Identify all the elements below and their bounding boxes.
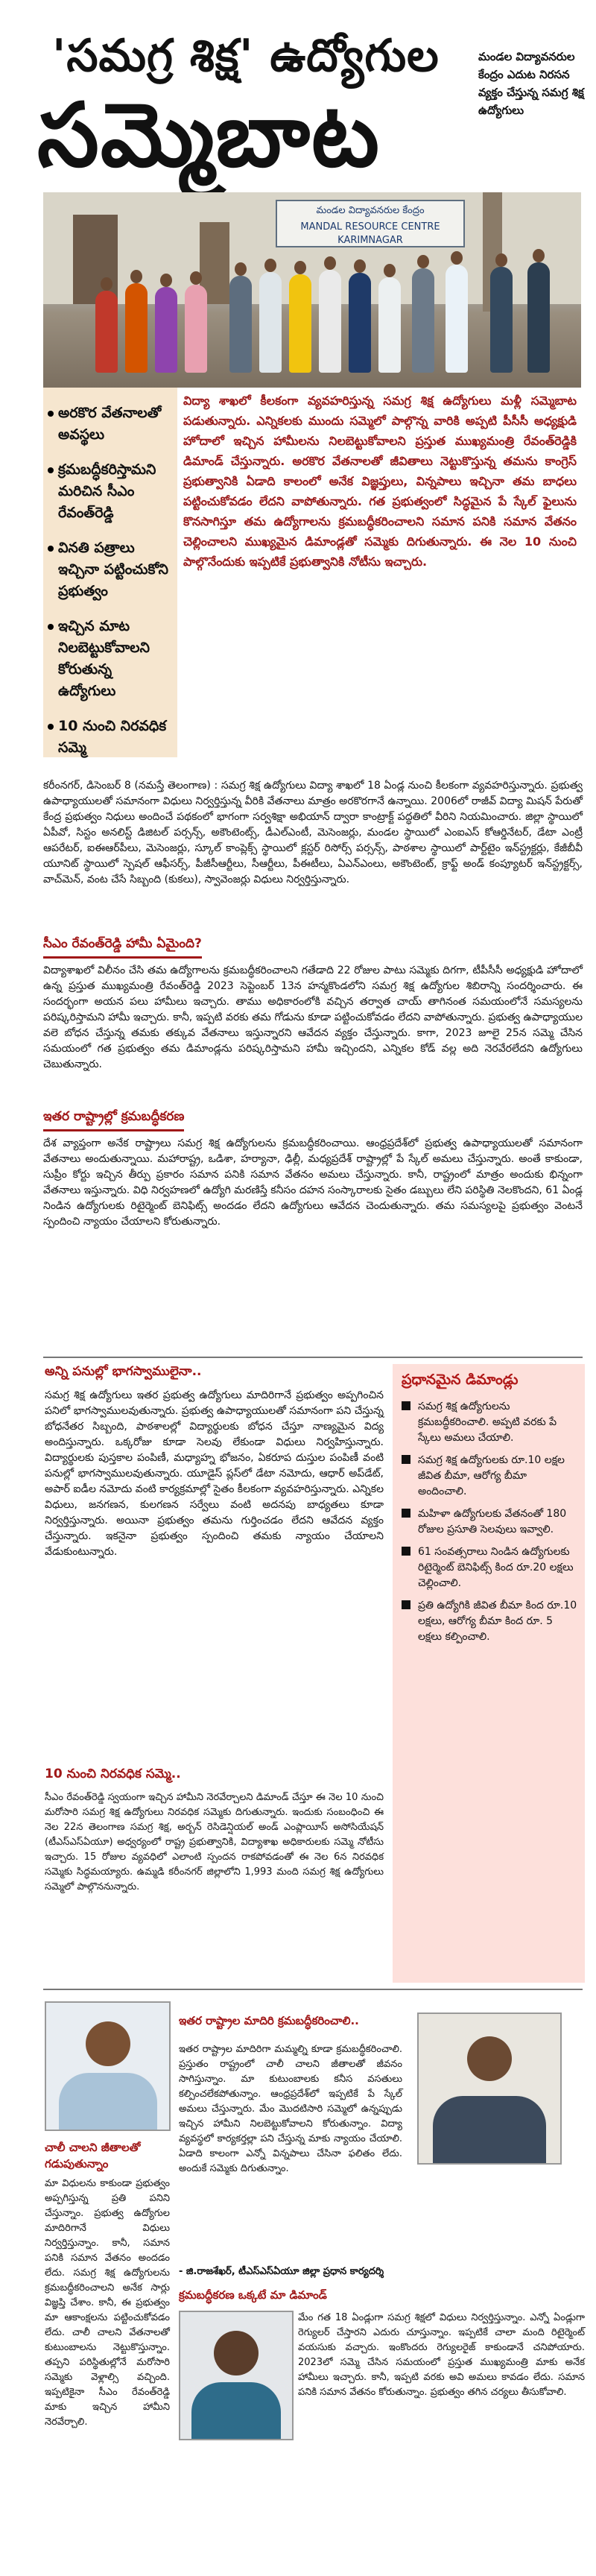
quote-credit: - జి.రాజశేఖర్, టీఎస్‌ఎస్‌ఏయూ జిల్లా ప్రధాన కార్యదర్శి xyxy=(179,2266,384,2277)
subheading-regularise: ఇతర రాష్ట్రాల మాదిరి క్రమబద్ధీకరించాలి.. xyxy=(179,2014,359,2027)
protester xyxy=(527,262,550,373)
demand-item: ప్రతి ఉద్యోగికి జీవిత బీమా కింద రూ.10 లక్షలు, ఆరోగ్య బీమా కింద రూ. 5 లక్షలు కల్పించాలి. xyxy=(418,1598,577,1645)
portrait-shirt xyxy=(433,2096,546,2163)
headline-kicker: 'సమగ్ర శిక్ష' ఉద్యోగుల xyxy=(52,30,440,82)
photo-employee-1 xyxy=(45,2001,171,2131)
section-regularisation-only-text: మేం గత 18 ఏండ్లుగా సమగ్ర శిక్షలో విధులు నిర్వర్తిస్తున్నాం. ఎన్నో ఏండ్లుగా రెగ్యులర్ చేస్తారని ఎదురు చూస్తున్నాం. ఇప్పటికే చాలా మంది రిటైర్మెంట్ వయసుకు వచ్చారు. ఇంకొందరు రెగ్యులరైజ్ కాకుండానే చనిపోయారు. 2023లో సమ్మె చేసిన సమయంలో ప్రస్తుత ముఖ్యమంత్రి మాకు అనేక హామీలు ఇచ్చారు. కానీ, ఇప్పటి వరకు అవి అమలు కావడం లేదు. సమాన పనికి సమాన వేతనం కోరుతున్నాం. ప్రభుత్వం తగిన చర్యలు తీసుకోవాలి. xyxy=(298,2312,585,2398)
portrait-head xyxy=(86,2021,130,2066)
highlight-item: 10 నుంచి నిరవధిక సమ్మె xyxy=(58,716,171,759)
section-divider xyxy=(43,1989,583,1990)
portrait-shirt xyxy=(191,2382,281,2440)
section-all-duties-text: సమగ్ర శిక్ష ఉద్యోగులు ఇతర ప్రభుత్వ ఉద్యోగులు మాదిరిగానే ప్రభుత్వం అప్పగించిన పనిలో భాగస్వాములవుతున్నారు. ప్రభుత్వ ఉపాధ్యాయులతో సమానంగా పని చేస్తున్న బోధనేతర సిబ్బంది, పాఠశాలల్లో విద్యార్థులకు బోధన చేస్తూ నాణ్యమైన విద్య అందిస్తున్నారు. ఒక్కరోజు కూడా సెలవు లేకుండా విధులు నిర్వహిస్తున్నారు. విద్యార్థులకు పుస్తకాల పంపిణీ, మధ్యాహ్న భోజనం, ఏకరూప దుస్తుల పంపిణీ వంటి పనుల్లో భాగస్వాములవుతున్నారు. యూడైస్ ప్లస్‌లో డేటా నమోదు, ఆధార్ అప్‌డేట్, అపార్ ఐడీల నమోదు వంటి కార్యక్రమాల్లో సైతం కీలకంగా వ్యవహరిస్తున్నారు. ఎన్నికల విధులు, జనగణన, కులగణన సర్వేలు వంటి అదనపు బాధ్యతలు కూడా నిర్వర్తిస్తున్నారు. అయినా ప్రభుత్వం తమను గుర్తించడం లేదని ఆవేదన వ్యక్తం చేస్తున్నారు. ఇకనైనా ప్రభుత్వం స్పందించి తమకు న్యాయం చేయాలని వేడుకుంటున్నారు. xyxy=(45,1389,384,1558)
protester xyxy=(125,283,148,373)
portrait-head xyxy=(467,2036,512,2081)
protester xyxy=(95,291,118,373)
highlight-item: వినతి పత్రాలు ఇచ్చినా పట్టించుకోని ప్రభుత్వం xyxy=(58,537,171,602)
demand-item: 61 సంవత్సరాలు నిండిన ఉద్యోగులకు రిటైర్మెంట్ బెనిఫిట్స్ కింద రూ.20 లక్షలు చెల్లించాలి. xyxy=(418,1544,577,1591)
protester xyxy=(155,287,177,373)
intro-summary: విద్యా శాఖలో కీలకంగా వ్యవహరిస్తున్న సమగ్ర శిక్ష ఉద్యోగులు మళ్లీ సమ్మెబాట పడుతున్నారు. ఎన్నికలకు ముందు సమ్మెలో పాల్గొన్న వారికి అప్పటి పీసీసీ అధ్యక్షుడి హోదాలో ఇచ్చిన హామీలను నిలబెట్టుకోవాలని ప్రస్తుత ముఖ్యమంత్రి రేవంత్‌రెడ్డికి డిమాండ్ చేస్తున్నారు. అరకొర వేతనాలతో జీవితాలు నెట్టుకొస్తున్న తమను కాంగ్రెస్ ప్రభుత్వానికి ఏడాది కాలంలో అనేక విజ్ఞప్తులు, విన్నపాలు ఇచ్చినా తమ బాధలు పట్టించుకోవడం లేదని వాపోతున్నారు. గత ప్రభుత్వంలో సిద్ధమైన పే స్కేల్ ఫైలును కొనసాగిస్తూ తమ ఉద్యోగాలను క్రమబద్ధీకరించాలని సమాన పనికి సమాన వేతనం చెల్లించాలని ముఖ్యమైన డిమాండ్లతో సమ్మెకు దిగుతున్నారు. ఈ నెల 10 నుంచి పాల్గొనేందుకు ఇప్పటికే ప్రభుత్వానికి నోటీసు ఇచ్చారు. xyxy=(183,394,577,569)
highlight-item: ఇచ్చిన మాట నిలబెట్టుకోవాలని కోరుతున్న ఉద్యోగులు xyxy=(58,616,171,702)
demand-item: సమగ్ర శిక్ష ఉద్యోగులను క్రమబద్ధీకరించాలి. అప్పటి వరకు పే స్కేలు అమలు చేయాలి. xyxy=(418,1399,577,1446)
subheading-regularisation-only: క్రమబద్ధీకరణ ఒక్కటే మా డిమాండ్ xyxy=(179,2288,327,2302)
section-regularise-text: ఇతర రాష్ట్రాల మాదిరిగా మమ్మల్ని కూడా క్రమబద్ధీకరించాలి. ప్రస్తుతం రాష్ట్రంలో చాలీ చాలని జీతాలతో జీవనం సాగిస్తున్నాం. మా కుటుంబాలకు కనీస వసతులు కల్పించలేకపోతున్నాం. ఆంధ్రప్రదేశ్‌లో ఇప్పటికే పే స్కేల్ అమలు చేస్తున్నారు. మేం మొదటిసారి సమ్మెలో ఉన్నప్పుడు ఇచ్చిన హామీని నిలబెట్టుకోవాలని కోరుతున్నాం. విద్యా వ్యవస్థలో కార్యకర్తల్లా పని చేస్తున్న మాకు న్యాయం చేయాలి. ఏడాది కాలంగా ఎన్నో విన్నపాలు చేసినా ఫలితం లేదు. అందుకే సమ్మెకు దిగుతున్నాం. xyxy=(179,2044,402,2174)
office-signboard xyxy=(276,200,465,247)
section-strike-text: సీఎం రేవంత్‌రెడ్డి స్వయంగా ఇచ్చిన హామీని నెరవేర్చాలని డిమాండ్ చేస్తూ ఈ నెల 10 నుంచి మరోసారి సమగ్ర శిక్ష ఉద్యోగులు నిరవధిక సమ్మెకు దిగుతున్నారు. ఇందుకు సంబంధించి ఈ నెల 22న తెలంగాణ సమగ్ర శిక్ష, అర్బన్ రెసిడెన్షియల్ అండ్ ఎంప్లాయీస్ అసోసియేషన్ (టీఎస్‌ఎస్‌ఏయూ) అధ్వర్యంలో రాష్ట్ర ప్రభుత్వానికి, విద్యాశాఖ అధికారులకు సమ్మె నోటీసు ఇచ్చారు. 15 రోజుల వ్యవధిలో ఎలాంటి స్పందన రాకపోవడంతో ఈ నెల 6న నిరవధిక సమ్మెకు సిద్ధమయ్యారు. ఉమ్మడి కరీంనగర్ జిల్లాలోని 1,993 మంది సమగ్ర శిక్ష ఉద్యోగులు సమ్మెలో పాల్గొననున్నారు. xyxy=(45,1792,384,1892)
subheading-cm-promise: సీఎం రేవంత్‌రెడ్డి హామీ ఏమైంది? xyxy=(43,936,202,959)
highlight-item: క్రమబద్ధీకరిస్తామని మరిచిన సీఎం రేవంత్‌రెడ్డి xyxy=(58,459,171,524)
protester xyxy=(490,267,513,373)
demands-box xyxy=(393,1364,585,1983)
portrait-head xyxy=(214,2331,259,2375)
subheading-other-states: ఇతర రాష్ట్రాల్లో క్రమబద్ధీకరణ xyxy=(43,1109,184,1131)
demands-title: ప్రధానమైన డిమాండ్లు xyxy=(402,1371,519,1388)
photo-employee-3 xyxy=(179,2311,294,2440)
signboard-line-1: మండల విద్యావనరుల కేంద్రం xyxy=(316,205,425,216)
photo-caption: మండల విద్యావనరుల కేంద్రం ఎదుట నిరసన వ్యక్తం చేస్తున్న సమగ్ర శిక్ష ఉద్యోగులు xyxy=(478,50,584,117)
headline-main: సమ్మెబాట xyxy=(37,83,381,186)
portrait-shirt xyxy=(59,2073,157,2130)
subheading-meagre-salaries: చాలీ చాలని జీతాలతో గడుపుతున్నాం xyxy=(45,2141,141,2171)
protester xyxy=(319,270,341,373)
demand-item: సమగ్ర శిక్ష ఉద్యోగులకు రూ.10 లక్షల జీవిత బీమా, ఆరోగ్య బీమా అందించాలి. xyxy=(418,1453,577,1500)
protester xyxy=(259,272,282,373)
signboard-line-2: MANDAL RESOURCE CENTRE KARIMNAGAR xyxy=(300,221,440,246)
section-cm-promise-text: విద్యాశాఖలో విలీనం చేసి తమ ఉద్యోగాలను క్రమబద్ధీకరించాలని గతేడాది 22 రోజుల పాటు సమ్మెకు దిగగా, టీపీసీసీ అధ్యక్షుడి హోదాలో ఉన్న ప్రస్తుత ముఖ్యమంత్రి రేవంత్‌రెడ్డి 2023 సెప్టెంబర్ 13న హన్మకొండలోని సమగ్ర శిక్ష ఉద్యోగుల శిబిరాన్ని సందర్శించారు. ఈ సందర్భంగా అయన పలు హామీలు ఇచ్చారు. తాము అధికారంలోకి వచ్చిన తర్వాత చాయ్ తాగినంత సమయంలోనే సమస్యలను పరిష్కరిస్తామని హామీ ఇచ్చారు. కానీ, ఇప్పటి వరకు తమ గోడును కూడా పట్టించుకోవడం లేదని వాపోతున్నారు. ప్రభుత్వ ఉపాధ్యాయుల వలె బోధన చేస్తున్న తమకు తక్కువ వేతనాలు ఇస్తున్నారని ఆవేదన వ్యక్తం చేస్తున్నారు. కాగా, 2023 జూలై 25న సమ్మె చేసిన సమయంలో గత ప్రభుత్వం తమ డిమాండ్లను పరిష్కరిస్తామని హామీ ఇచ్చిందని, ఎన్నికల కోడ్ వల్ల అది నెరవేరలేదని ఉద్యోగులు చెబుతున్నారు. xyxy=(43,965,583,1070)
section-meagre-salaries-text: మా విధులను కాకుండా ప్రభుత్వం అప్పగిస్తున్న ప్రతి పనిని చేస్తున్నాం. ప్రభుత్వ ఉద్యోగుల మాదిరిగానే విధులు నిర్వర్తిస్తున్నాం. కానీ, సమాన పనికి సమాన వేతనం అందడం లేదు. సమగ్ర శిక్ష ఉద్యోగులను క్రమబద్ధీకరించాలని అనేక సార్లు విజ్ఞప్తి చేశాం. కానీ, ఈ ప్రభుత్వం మా ఆకాంక్షలను పట్టించుకోవడం లేదు. చాలీ చాలని వేతనాలతో కుటుంబాలను నెట్టుకొస్తున్నాం. తప్పని పరిస్థితుల్లోనే మరోసారి సమ్మెకు వెళ్లాల్సి వచ్చింది. ఇప్పటికైనా సీఎం రేవంత్‌రెడ్డి మాకు ఇచ్చిన హామీని నెరవేర్చాలి. xyxy=(45,2178,170,2428)
protester xyxy=(378,277,401,373)
protester xyxy=(185,285,207,373)
protester xyxy=(229,276,252,373)
section-other-states-text: దేశ వ్యాప్తంగా అనేక రాష్ట్రాలు సమగ్ర శిక్ష ఉద్యోగులను క్రమబద్ధీకరించాయి. ఆంధ్రప్రదేశ్‌లో ప్రభుత్వ ఉపాధ్యాయులతో సమానంగా వేతనాలు అందుతున్నాయి. మహారాష్ట్ర, ఒడిశా, హర్యానా, ఢిల్లీ, మధ్యప్రదేశ్ రాష్ట్రాల్లో పే స్కేల్ అమలు చేస్తున్నారు. అంతే కాకుండా, సుప్రీం కోర్టు ఇచ్చిన తీర్పు ప్రకారం సమాన పనికి సమాన వేతనం అమలు చేస్తున్నారు. కానీ, రాష్ట్రంలో మాత్రం అందుకు భిన్నంగా వేతనాలు ఇస్తున్నారు. విధి నిర్వహణలో ఉద్యోగి మరణిస్తే కనీసం దహన సంస్కారాలకు సైతం డబ్బులు లేని పరిస్థితి నెలకొందని, 61 ఏండ్ల నిండిన ఉద్యోగులకు రిటైర్మెంట్ బెనిఫిట్స్ అందడం లేదని ఉద్యోగులు ఆవేదన చెందుతున్నారు. తమ సమస్యలపై ప్రభుత్వం వెంటనే స్పందించి న్యాయం చేయాలని కోరుతున్నారు. xyxy=(43,1137,583,1228)
highlight-item: అరకొర వేతనాలతో అవస్థలు xyxy=(58,402,171,446)
protester xyxy=(349,273,371,373)
subheading-all-duties: అన్ని పనుల్లో భాగస్వాములైనా.. xyxy=(45,1364,202,1379)
photo-employee-2 xyxy=(417,2012,562,2165)
demand-item: మహిళా ఉద్యోగులకు వేతనంతో 180 రోజుల ప్రసూతి సెలవులు ఇవ్వాలి. xyxy=(418,1506,577,1538)
protester xyxy=(289,274,311,373)
intro-body: కరీంనగర్, డిసెంబర్ 8 (నమస్తే తెలంగాణ) : సమగ్ర శిక్ష ఉద్యోగులు విద్యా శాఖలో 18 ఏండ్ల నుంచి కీలకంగా వ్యవహరిస్తున్నారు. ప్రభుత్వ ఉపాధ్యాయులతో సమానంగా విధులు నిర్వర్తిస్తున్న వీరికి వేతనాలు మాత్రం అరకొరగానే ఉన్నాయి. 2006లో రాజీవ్ విద్యా మిషన్ పేరుతో కేంద్ర ప్రభుత్వం నిధులు అందించే పథకంలో భాగంగా సర్వశిక్షా అభియాన్ ద్వారా కాంట్రాక్ట్ పద్ధతిలో వీరిని నియమించారు. జిల్లా స్థాయిలో ఏపీవో, సిస్టం అనలిస్ట్ డిజిటల్ పర్సన్స్, అకౌంటెంట్స్, డీఎల్ఎంటీ, మెసెంజర్లు, మండల స్థాయిలో ఎంఐఎస్ కోఆర్డినేటర్, డేటా ఎంట్రీ ఆపరేటర్, ఐఈఆర్‌పీలు, మెసెంజర్లు, స్కూల్ కాంప్లెక్స్ స్థాయిలో క్లస్టర్ రిసోర్స్ పర్సన్స్, పాఠశాల స్థాయిలో పార్ట్‌టైం ఇన్‌స్ట్రక్టర్లు, కేజీబీవీ యూనిట్ స్థాయిలో స్పెషల్ ఆఫీసర్స్, పీజీసీఆర్టీలు, సీఆర్టీలు, పీఈటీలు, ఏఎన్ఎంలు, అకౌంటెంట్, క్రాఫ్ట్ అండ్ కంప్యూటర్ ఇన్‌స్ట్రక్టర్స్, వాచ్‌మెన్, వంట చేసే సిబ్బంది (కుకలు), స్వావెంజర్లు విధులు నిర్వర్తిస్తున్నారు. xyxy=(43,780,583,886)
protester xyxy=(446,265,468,373)
protest-photo xyxy=(43,192,581,388)
highlights-box xyxy=(43,388,177,757)
subheading-strike: 10 నుంచి నిరవధిక సమ్మె.. xyxy=(45,1767,181,1781)
protester xyxy=(412,268,434,373)
section-divider xyxy=(43,1357,583,1358)
